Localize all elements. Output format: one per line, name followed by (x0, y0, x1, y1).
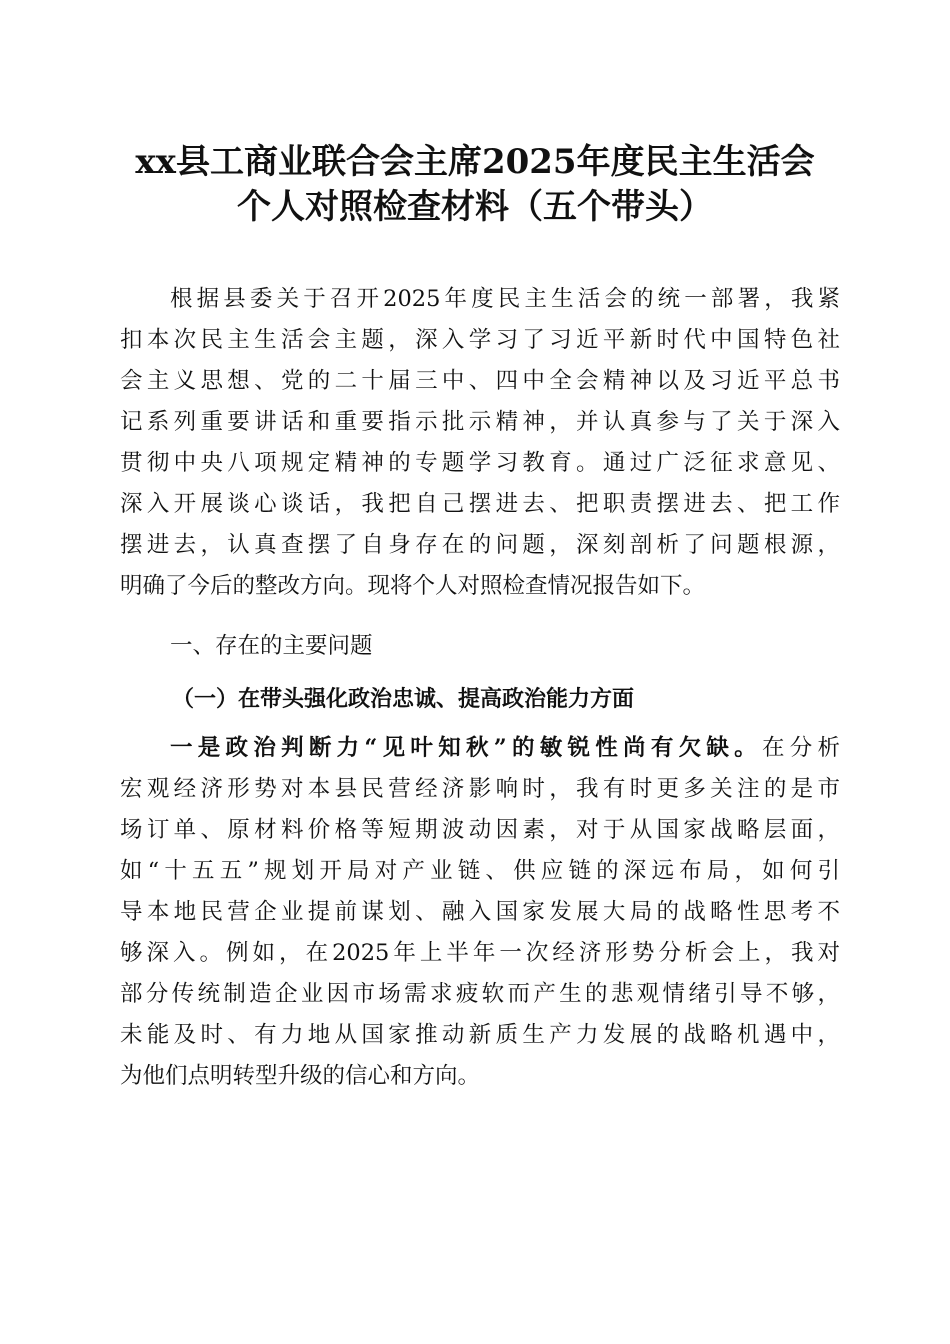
point-paragraph-line: 导本地民营企业提前谋划、融入国家发展大局的战略性思考不 (120, 899, 840, 925)
point-paragraph-line: 场订单、原材料价格等短期波动因素，对于从国家战略层面， (120, 817, 840, 843)
section-heading: 一、存在的主要问题 (170, 633, 373, 659)
point-paragraph-line: 够深入。例如，在2025年上半年一次经济形势分析会上，我对 (120, 940, 840, 966)
point-paragraph-line: 宏观经济形势对本县民营经济影响时，我有时更多关注的是市 (120, 776, 840, 802)
point-lead-rest: 在分析 (761, 735, 840, 761)
point-lead-sentence: 一是政治判断力“见叶知秋”的敏锐性尚有欠缺。 (170, 735, 762, 761)
point-paragraph-line: 部分传统制造企业因市场需求疲软而产生的悲观情绪引导不够， (120, 981, 840, 1007)
intro-paragraph-line: 明确了今后的整改方向。现将个人对照检查情况报告如下。 (120, 573, 706, 599)
intro-paragraph-line: 摆进去，认真查摆了自身存在的问题，深刻剖析了问题根源， (120, 532, 840, 558)
intro-paragraph-line: 深入开展谈心谈话，我把自己摆进去、把职责摆进去、把工作 (120, 491, 840, 517)
point-paragraph-line: 如“十五五”规划开局对产业链、供应链的深远布局，如何引 (120, 858, 840, 884)
subsection-heading: （一）在带头强化政治忠诚、提高政治能力方面 (172, 686, 635, 712)
point-paragraph-first-line (170, 728, 840, 768)
intro-paragraph-line: 根据县委关于召开2025年度民主生活会的统一部署，我紧 (170, 286, 840, 312)
document-title-line-1: xx县工商业联合会主席2025年度民主生活会 (135, 142, 815, 182)
intro-paragraph-line: 扣本次民主生活会主题，深入学习了习近平新时代中国特色社 (120, 327, 840, 353)
intro-paragraph-line: 贯彻中央八项规定精神的专题学习教育。通过广泛征求意见、 (120, 450, 840, 476)
intro-paragraph-line: 会主义思想、党的二十届三中、四中全会精神以及习近平总书 (120, 368, 840, 394)
point-paragraph-line: 未能及时、有力地从国家推动新质生产力发展的战略机遇中， (120, 1022, 840, 1048)
document-title-line-2: 个人对照检查材料（五个带头） (237, 187, 713, 227)
intro-paragraph-line: 记系列重要讲话和重要指示批示精神，并认真参与了关于深入 (120, 409, 840, 435)
point-paragraph-line: 为他们点明转型升级的信心和方向。 (120, 1063, 481, 1089)
